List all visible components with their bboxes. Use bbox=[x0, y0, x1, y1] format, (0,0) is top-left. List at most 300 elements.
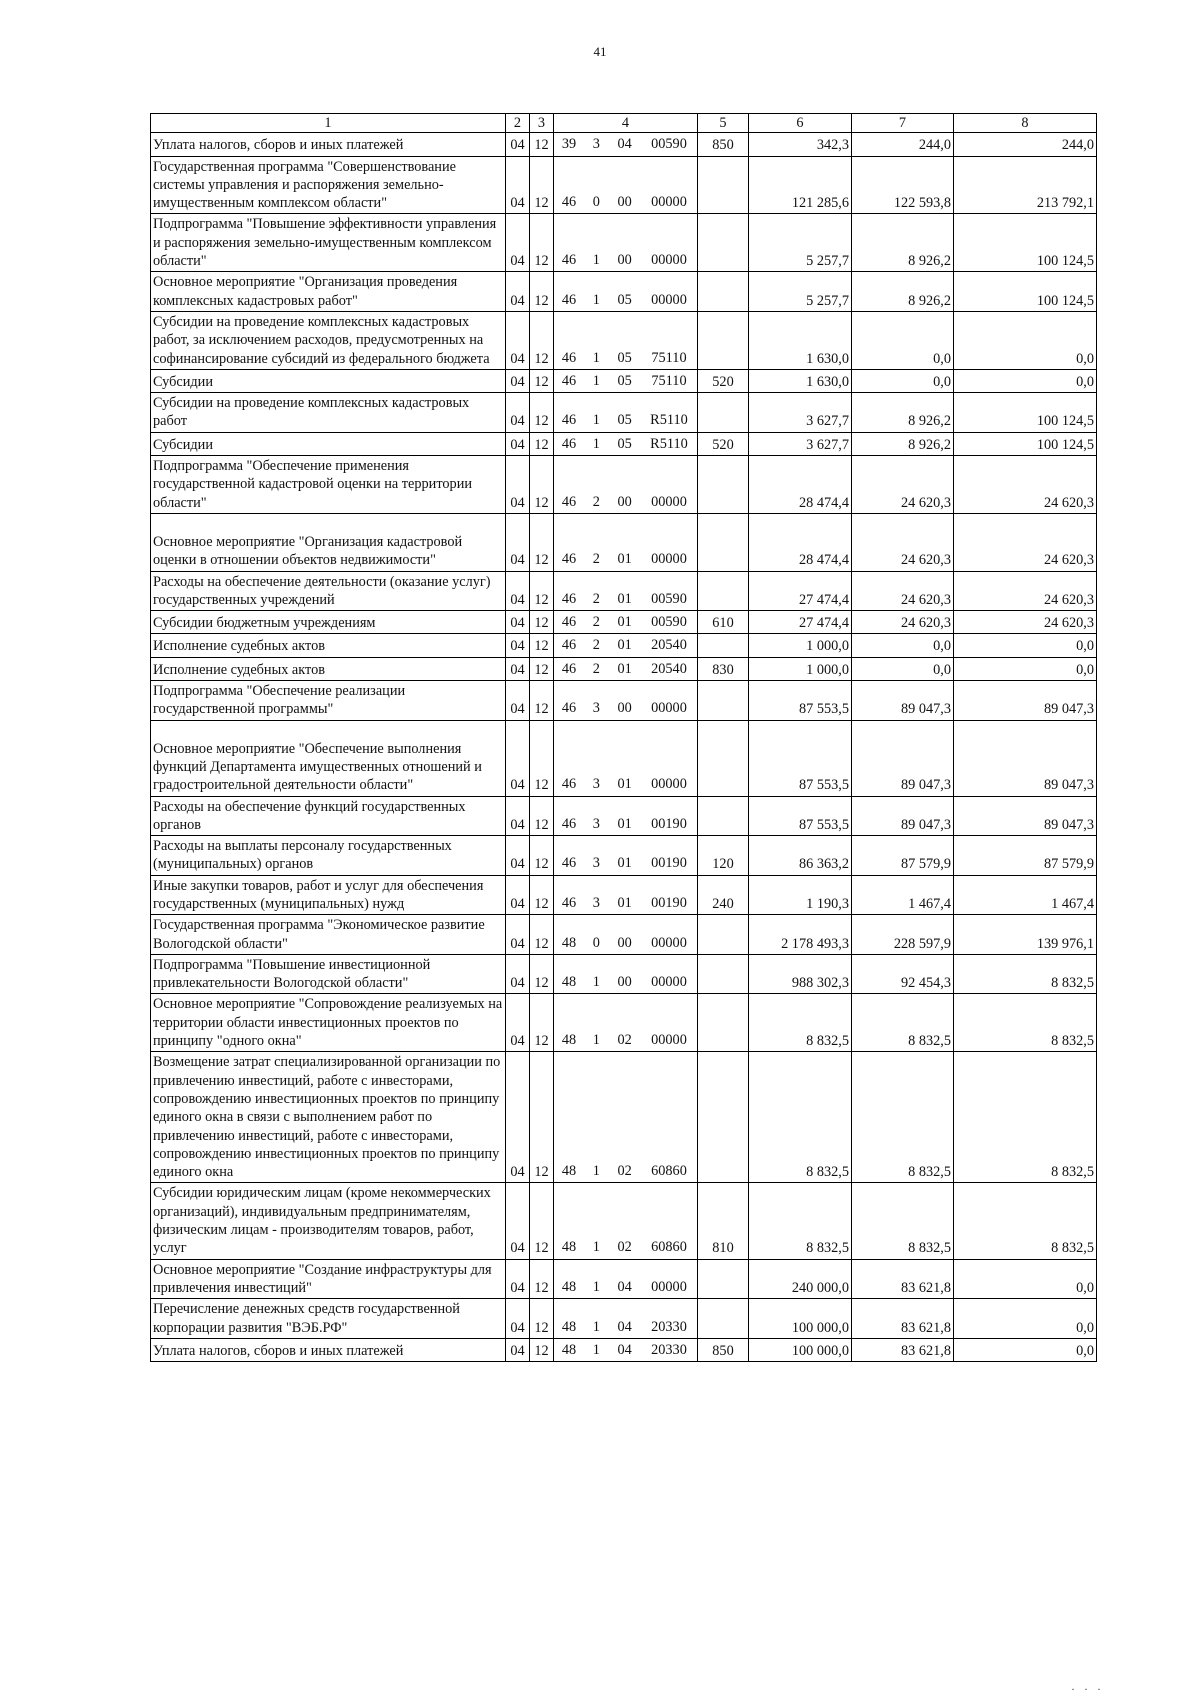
expense-type-code: 830 bbox=[698, 657, 749, 680]
expense-type-code bbox=[698, 156, 749, 214]
code-part-k4: R5110 bbox=[650, 412, 688, 429]
target-article-code bbox=[554, 954, 698, 994]
subsection-code: 12 bbox=[530, 657, 554, 680]
row-name: Подпрограмма "Повышение инвестиционной привлекательности Вологодской области" bbox=[151, 954, 506, 994]
row-name: Перечисление денежных средств государственной корпорации развития "ВЭБ.РФ" bbox=[151, 1299, 506, 1339]
amount-year-2: 87 579,9 bbox=[852, 836, 954, 876]
amount-year-2: 24 620,3 bbox=[852, 513, 954, 571]
code-part-k4: 75110 bbox=[651, 349, 687, 366]
amount-year-3: 24 620,3 bbox=[954, 456, 1097, 514]
amount-year-1: 2 178 493,3 bbox=[749, 915, 852, 955]
amount-year-1: 87 553,5 bbox=[749, 681, 852, 721]
expense-type-code bbox=[698, 634, 749, 657]
amount-year-3: 8 832,5 bbox=[954, 1183, 1097, 1259]
code-part-k2: 1 bbox=[592, 291, 600, 308]
row-name: Субсидии юридическим лицам (кроме некоммерческих организаций), индивидуальным предпринимателям, физическим лицам - производителям товаров, работ, услуг bbox=[151, 1183, 506, 1259]
code-part-k2: 3 bbox=[592, 815, 600, 832]
subsection-code: 12 bbox=[530, 571, 554, 611]
amount-year-3: 0,0 bbox=[954, 369, 1097, 392]
amount-year-3: 24 620,3 bbox=[954, 571, 1097, 611]
amount-year-3: 24 620,3 bbox=[954, 611, 1097, 634]
section-code: 04 bbox=[506, 1299, 530, 1339]
target-article-code bbox=[554, 915, 698, 955]
section-code: 04 bbox=[506, 1183, 530, 1259]
table-row bbox=[151, 311, 1097, 369]
amount-year-2: 8 926,2 bbox=[852, 393, 954, 433]
header-cell: 6 bbox=[749, 114, 852, 133]
section-code: 04 bbox=[506, 681, 530, 721]
table-row bbox=[151, 513, 1097, 571]
code-part-k3: 00 bbox=[617, 934, 632, 951]
target-article-code bbox=[554, 1299, 698, 1339]
table-row bbox=[151, 796, 1097, 836]
code-part-k2: 2 bbox=[592, 551, 600, 568]
amount-year-1: 28 474,4 bbox=[749, 456, 852, 514]
amount-year-3: 0,0 bbox=[954, 634, 1097, 657]
row-name: Основное мероприятие "Обеспечение выполнения функций Департамента имущественных отношений и градостроительной деятельности области" bbox=[151, 720, 506, 796]
row-name: Иные закупки товаров, работ и услуг для обеспечения государственных (муниципальных) нужд bbox=[151, 875, 506, 915]
row-name: Субсидии на проведение комплексных кадастровых работ bbox=[151, 393, 506, 433]
subsection-code: 12 bbox=[530, 369, 554, 392]
target-article-code bbox=[554, 1338, 698, 1361]
row-name: Подпрограмма "Повышение эффективности управления и распоряжения земельно-имущественным комплексом области" bbox=[151, 214, 506, 272]
code-part-k4: 00000 bbox=[651, 493, 687, 510]
code-part-k2: 1 bbox=[592, 1278, 600, 1295]
table-row bbox=[151, 915, 1097, 955]
table-row bbox=[151, 393, 1097, 433]
subsection-code: 12 bbox=[530, 994, 554, 1052]
code-part-k4: 20540 bbox=[651, 660, 687, 677]
amount-year-1: 100 000,0 bbox=[749, 1299, 852, 1339]
amount-year-3: 0,0 bbox=[954, 1338, 1097, 1361]
code-part-k4: R5110 bbox=[650, 435, 688, 452]
code-part-k2: 1 bbox=[592, 1318, 600, 1335]
target-article-code bbox=[554, 571, 698, 611]
code-part-k2: 3 bbox=[592, 700, 600, 717]
amount-year-1: 121 285,6 bbox=[749, 156, 852, 214]
code-part-k1: 46 bbox=[561, 435, 577, 452]
code-part-k3: 00 bbox=[617, 700, 632, 717]
table-row bbox=[151, 1259, 1097, 1299]
amount-year-1: 3 627,7 bbox=[749, 432, 852, 455]
code-part-k2: 1 bbox=[592, 412, 600, 429]
code-part-k4: 75110 bbox=[651, 372, 687, 389]
row-name: Субсидии на проведение комплексных кадастровых работ, за исключением расходов, предусмотренных на софинансирование субсидий из федерального бюджета bbox=[151, 311, 506, 369]
header-cell: 4 bbox=[554, 114, 698, 133]
target-article-code bbox=[554, 681, 698, 721]
budget-table bbox=[150, 113, 1097, 1362]
table-row bbox=[151, 681, 1097, 721]
code-part-k4: 20330 bbox=[651, 1341, 687, 1358]
amount-year-2: 24 620,3 bbox=[852, 456, 954, 514]
amount-year-1: 8 832,5 bbox=[749, 1052, 852, 1183]
code-part-k3: 00 bbox=[617, 252, 632, 269]
target-article-code bbox=[554, 1052, 698, 1183]
amount-year-2: 92 454,3 bbox=[852, 954, 954, 994]
amount-year-3: 87 579,9 bbox=[954, 836, 1097, 876]
row-name: Исполнение судебных актов bbox=[151, 634, 506, 657]
code-part-k3: 04 bbox=[617, 1318, 632, 1335]
code-part-k1: 46 bbox=[561, 815, 577, 832]
amount-year-2: 0,0 bbox=[852, 369, 954, 392]
section-code: 04 bbox=[506, 994, 530, 1052]
code-part-k1: 46 bbox=[561, 590, 577, 607]
table-row bbox=[151, 836, 1097, 876]
expense-type-code: 610 bbox=[698, 611, 749, 634]
amount-year-1: 1 630,0 bbox=[749, 311, 852, 369]
amount-year-2: 228 597,9 bbox=[852, 915, 954, 955]
header-cell: 8 bbox=[954, 114, 1097, 133]
amount-year-2: 1 467,4 bbox=[852, 875, 954, 915]
table-row bbox=[151, 1052, 1097, 1183]
code-part-k1: 46 bbox=[561, 291, 577, 308]
table-row bbox=[151, 994, 1097, 1052]
amount-year-1: 1 000,0 bbox=[749, 657, 852, 680]
code-part-k4: 00590 bbox=[651, 614, 687, 631]
expense-type-code: 240 bbox=[698, 875, 749, 915]
expense-type-code bbox=[698, 994, 749, 1052]
row-name: Исполнение судебных актов bbox=[151, 657, 506, 680]
amount-year-3: 1 467,4 bbox=[954, 875, 1097, 915]
table-row bbox=[151, 1299, 1097, 1339]
amount-year-3: 89 047,3 bbox=[954, 720, 1097, 796]
header-cell: 1 bbox=[151, 114, 506, 133]
expense-type-code bbox=[698, 720, 749, 796]
subsection-code: 12 bbox=[530, 720, 554, 796]
code-part-k4: 00590 bbox=[651, 590, 687, 607]
section-code: 04 bbox=[506, 432, 530, 455]
amount-year-1: 27 474,4 bbox=[749, 611, 852, 634]
subsection-code: 12 bbox=[530, 915, 554, 955]
code-part-k2: 1 bbox=[592, 974, 600, 991]
code-part-k2: 1 bbox=[592, 1163, 600, 1180]
amount-year-3: 100 124,5 bbox=[954, 432, 1097, 455]
header-cell: 2 bbox=[506, 114, 530, 133]
code-part-k2: 0 bbox=[592, 934, 600, 951]
code-part-k4: 20540 bbox=[651, 637, 687, 654]
table-row bbox=[151, 156, 1097, 214]
code-part-k4: 00000 bbox=[651, 551, 687, 568]
code-part-k1: 48 bbox=[561, 974, 577, 991]
amount-year-1: 1 190,3 bbox=[749, 875, 852, 915]
code-part-k1: 46 bbox=[561, 660, 577, 677]
code-part-k3: 00 bbox=[617, 493, 632, 510]
amount-year-3: 8 832,5 bbox=[954, 1052, 1097, 1183]
code-part-k2: 1 bbox=[592, 372, 600, 389]
code-part-k3: 04 bbox=[617, 1278, 632, 1295]
subsection-code: 12 bbox=[530, 875, 554, 915]
code-part-k3: 01 bbox=[617, 855, 632, 872]
header-row bbox=[151, 114, 1097, 133]
row-name: Подпрограмма "Обеспечение реализации государственной программы" bbox=[151, 681, 506, 721]
subsection-code: 12 bbox=[530, 311, 554, 369]
code-part-k2: 1 bbox=[592, 435, 600, 452]
row-name: Основное мероприятие "Создание инфраструктуры для привлечения инвестиций" bbox=[151, 1259, 506, 1299]
amount-year-3: 100 124,5 bbox=[954, 214, 1097, 272]
code-part-k4: 00000 bbox=[651, 1032, 687, 1049]
code-part-k2: 3 bbox=[592, 136, 600, 153]
page-number: 41 bbox=[593, 44, 607, 59]
code-part-k3: 02 bbox=[617, 1163, 632, 1180]
amount-year-1: 86 363,2 bbox=[749, 836, 852, 876]
amount-year-1: 240 000,0 bbox=[749, 1259, 852, 1299]
code-part-k4: 60860 bbox=[651, 1163, 687, 1180]
code-part-k1: 46 bbox=[561, 493, 577, 510]
table-body bbox=[151, 133, 1097, 1362]
code-part-k3: 05 bbox=[617, 349, 632, 366]
target-article-code bbox=[554, 369, 698, 392]
code-part-k4: 00190 bbox=[651, 855, 687, 872]
amount-year-1: 3 627,7 bbox=[749, 393, 852, 433]
amount-year-1: 5 257,7 bbox=[749, 214, 852, 272]
code-part-k2: 3 bbox=[592, 776, 600, 793]
code-part-k3: 00 bbox=[617, 194, 632, 211]
code-part-k2: 1 bbox=[592, 252, 600, 269]
code-part-k1: 46 bbox=[561, 637, 577, 654]
code-part-k1: 46 bbox=[561, 614, 577, 631]
target-article-code bbox=[554, 272, 698, 312]
target-article-code bbox=[554, 796, 698, 836]
expense-type-code bbox=[698, 311, 749, 369]
amount-year-2: 8 926,2 bbox=[852, 214, 954, 272]
code-part-k1: 48 bbox=[561, 1278, 577, 1295]
target-article-code bbox=[554, 875, 698, 915]
code-part-k3: 01 bbox=[617, 894, 632, 911]
code-part-k1: 48 bbox=[561, 1032, 577, 1049]
subsection-code: 12 bbox=[530, 954, 554, 994]
header-cell: 7 bbox=[852, 114, 954, 133]
scan-mark: · · · bbox=[1071, 1682, 1104, 1696]
target-article-code bbox=[554, 634, 698, 657]
target-article-code bbox=[554, 432, 698, 455]
amount-year-2: 89 047,3 bbox=[852, 681, 954, 721]
code-part-k3: 04 bbox=[617, 1341, 632, 1358]
subsection-code: 12 bbox=[530, 634, 554, 657]
expense-type-code bbox=[698, 513, 749, 571]
expense-type-code bbox=[698, 681, 749, 721]
expense-type-code: 850 bbox=[698, 133, 749, 156]
subsection-code: 12 bbox=[530, 393, 554, 433]
amount-year-2: 0,0 bbox=[852, 657, 954, 680]
expense-type-code bbox=[698, 456, 749, 514]
section-code: 04 bbox=[506, 1259, 530, 1299]
expense-type-code: 520 bbox=[698, 432, 749, 455]
amount-year-2: 83 621,8 bbox=[852, 1299, 954, 1339]
code-part-k4: 00000 bbox=[651, 700, 687, 717]
amount-year-1: 87 553,5 bbox=[749, 720, 852, 796]
amount-year-3: 213 792,1 bbox=[954, 156, 1097, 214]
code-part-k2: 1 bbox=[592, 1032, 600, 1049]
amount-year-2: 8 926,2 bbox=[852, 272, 954, 312]
section-code: 04 bbox=[506, 634, 530, 657]
code-part-k3: 01 bbox=[617, 551, 632, 568]
amount-year-3: 100 124,5 bbox=[954, 272, 1097, 312]
target-article-code bbox=[554, 1259, 698, 1299]
section-code: 04 bbox=[506, 393, 530, 433]
section-code: 04 bbox=[506, 571, 530, 611]
table-row bbox=[151, 369, 1097, 392]
section-code: 04 bbox=[506, 133, 530, 156]
amount-year-3: 8 832,5 bbox=[954, 954, 1097, 994]
subsection-code: 12 bbox=[530, 1338, 554, 1361]
expense-type-code bbox=[698, 1259, 749, 1299]
code-part-k1: 46 bbox=[561, 349, 577, 366]
amount-year-2: 244,0 bbox=[852, 133, 954, 156]
target-article-code bbox=[554, 611, 698, 634]
table-row bbox=[151, 571, 1097, 611]
code-part-k3: 05 bbox=[617, 291, 632, 308]
code-part-k3: 00 bbox=[617, 974, 632, 991]
target-article-code bbox=[554, 836, 698, 876]
row-name: Субсидии bbox=[151, 369, 506, 392]
subsection-code: 12 bbox=[530, 1183, 554, 1259]
row-name: Основное мероприятие "Организация проведения комплексных кадастровых работ" bbox=[151, 272, 506, 312]
expense-type-code bbox=[698, 954, 749, 994]
section-code: 04 bbox=[506, 1052, 530, 1183]
code-part-k2: 2 bbox=[592, 660, 600, 677]
amount-year-1: 5 257,7 bbox=[749, 272, 852, 312]
section-code: 04 bbox=[506, 611, 530, 634]
subsection-code: 12 bbox=[530, 133, 554, 156]
subsection-code: 12 bbox=[530, 1259, 554, 1299]
expense-type-code bbox=[698, 1299, 749, 1339]
amount-year-3: 244,0 bbox=[954, 133, 1097, 156]
code-part-k1: 46 bbox=[561, 855, 577, 872]
table-row bbox=[151, 133, 1097, 156]
table-row bbox=[151, 214, 1097, 272]
table-row bbox=[151, 657, 1097, 680]
amount-year-1: 27 474,4 bbox=[749, 571, 852, 611]
amount-year-1: 8 832,5 bbox=[749, 994, 852, 1052]
amount-year-3: 0,0 bbox=[954, 1259, 1097, 1299]
amount-year-2: 89 047,3 bbox=[852, 796, 954, 836]
header-cell: 5 bbox=[698, 114, 749, 133]
expense-type-code: 520 bbox=[698, 369, 749, 392]
amount-year-2: 24 620,3 bbox=[852, 611, 954, 634]
code-part-k4: 00000 bbox=[651, 194, 687, 211]
code-part-k2: 1 bbox=[592, 1239, 600, 1256]
expense-type-code: 810 bbox=[698, 1183, 749, 1259]
table-row bbox=[151, 954, 1097, 994]
table-row bbox=[151, 875, 1097, 915]
code-part-k2: 2 bbox=[592, 590, 600, 607]
table-row bbox=[151, 272, 1097, 312]
amount-year-1: 8 832,5 bbox=[749, 1183, 852, 1259]
code-part-k1: 46 bbox=[561, 412, 577, 429]
section-code: 04 bbox=[506, 720, 530, 796]
code-part-k4: 00000 bbox=[651, 291, 687, 308]
section-code: 04 bbox=[506, 311, 530, 369]
code-part-k3: 01 bbox=[617, 776, 632, 793]
amount-year-2: 89 047,3 bbox=[852, 720, 954, 796]
table-row bbox=[151, 456, 1097, 514]
table-row bbox=[151, 611, 1097, 634]
target-article-code bbox=[554, 311, 698, 369]
target-article-code bbox=[554, 133, 698, 156]
code-part-k1: 46 bbox=[561, 700, 577, 717]
code-part-k1: 46 bbox=[561, 776, 577, 793]
amount-year-1: 100 000,0 bbox=[749, 1338, 852, 1361]
code-part-k1: 46 bbox=[561, 194, 577, 211]
amount-year-3: 0,0 bbox=[954, 311, 1097, 369]
row-name: Расходы на обеспечение функций государственных органов bbox=[151, 796, 506, 836]
row-name: Государственная программа "Экономическое развитие Вологодской области" bbox=[151, 915, 506, 955]
code-part-k2: 0 bbox=[592, 194, 600, 211]
code-part-k2: 2 bbox=[592, 637, 600, 654]
code-part-k4: 00000 bbox=[651, 252, 687, 269]
table-row bbox=[151, 1338, 1097, 1361]
code-part-k1: 48 bbox=[561, 1163, 577, 1180]
section-code: 04 bbox=[506, 796, 530, 836]
code-part-k3: 05 bbox=[617, 435, 632, 452]
expense-type-code bbox=[698, 393, 749, 433]
amount-year-1: 988 302,3 bbox=[749, 954, 852, 994]
code-part-k4: 00190 bbox=[651, 815, 687, 832]
subsection-code: 12 bbox=[530, 272, 554, 312]
amount-year-1: 87 553,5 bbox=[749, 796, 852, 836]
code-part-k1: 48 bbox=[561, 934, 577, 951]
table-row bbox=[151, 720, 1097, 796]
amount-year-2: 0,0 bbox=[852, 634, 954, 657]
amount-year-2: 83 621,8 bbox=[852, 1259, 954, 1299]
subsection-code: 12 bbox=[530, 513, 554, 571]
amount-year-1: 1 000,0 bbox=[749, 634, 852, 657]
expense-type-code bbox=[698, 915, 749, 955]
code-part-k1: 46 bbox=[561, 252, 577, 269]
subsection-code: 12 bbox=[530, 214, 554, 272]
amount-year-3: 100 124,5 bbox=[954, 393, 1097, 433]
target-article-code bbox=[554, 513, 698, 571]
amount-year-3: 0,0 bbox=[954, 1299, 1097, 1339]
target-article-code bbox=[554, 214, 698, 272]
table-row bbox=[151, 432, 1097, 455]
header-cell: 3 bbox=[530, 114, 554, 133]
row-name: Уплата налогов, сборов и иных платежей bbox=[151, 1338, 506, 1361]
code-part-k4: 00000 bbox=[651, 974, 687, 991]
amount-year-1: 1 630,0 bbox=[749, 369, 852, 392]
code-part-k4: 60860 bbox=[651, 1239, 687, 1256]
target-article-code bbox=[554, 720, 698, 796]
target-article-code bbox=[554, 1183, 698, 1259]
section-code: 04 bbox=[506, 272, 530, 312]
target-article-code bbox=[554, 994, 698, 1052]
subsection-code: 12 bbox=[530, 156, 554, 214]
amount-year-3: 89 047,3 bbox=[954, 681, 1097, 721]
code-part-k2: 2 bbox=[592, 493, 600, 510]
section-code: 04 bbox=[506, 954, 530, 994]
code-part-k3: 01 bbox=[617, 590, 632, 607]
code-part-k1: 48 bbox=[561, 1318, 577, 1335]
amount-year-3: 0,0 bbox=[954, 657, 1097, 680]
target-article-code bbox=[554, 393, 698, 433]
code-part-k4: 00190 bbox=[651, 894, 687, 911]
row-name: Расходы на выплаты персоналу государственных (муниципальных) органов bbox=[151, 836, 506, 876]
section-code: 04 bbox=[506, 875, 530, 915]
row-name: Возмещение затрат специализированной организации по привлечению инвестиций, работе с инвесторами, сопровождению инвестиционных проектов по принципу единого окна в связи с выполнением работ по привлечению инвестиций, работе с инвесторами, сопровождению инвестиционных проектов по принципу единого окна bbox=[151, 1052, 506, 1183]
code-part-k3: 01 bbox=[617, 660, 632, 677]
expense-type-code bbox=[698, 571, 749, 611]
expense-type-code: 850 bbox=[698, 1338, 749, 1361]
row-name: Основное мероприятие "Организация кадастровой оценки в отношении объектов недвижимости" bbox=[151, 513, 506, 571]
code-part-k3: 05 bbox=[617, 372, 632, 389]
code-part-k4: 00000 bbox=[651, 934, 687, 951]
code-part-k4: 20330 bbox=[651, 1318, 687, 1335]
row-name: Субсидии bbox=[151, 432, 506, 455]
amount-year-2: 8 832,5 bbox=[852, 1183, 954, 1259]
row-name: Расходы на обеспечение деятельности (оказание услуг) государственных учреждений bbox=[151, 571, 506, 611]
amount-year-3: 24 620,3 bbox=[954, 513, 1097, 571]
amount-year-1: 342,3 bbox=[749, 133, 852, 156]
